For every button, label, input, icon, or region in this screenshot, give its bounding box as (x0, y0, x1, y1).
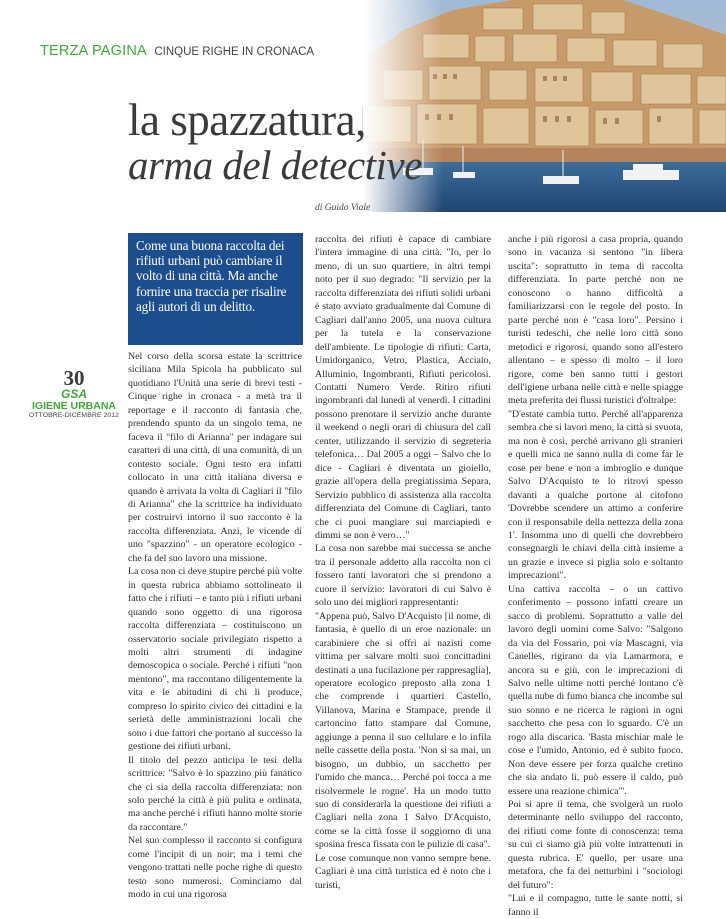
paragraph: "Appena può, Salvo D'Acquisto [il nome, di fantasia, è quello di un eroe nazionale: un carabiniere che si offrì ai nazisti come vittima per salvare molti suoi concittadini destinati a una fucilazione per rappresaglia], operatore ecologico preposto alla zona 1 che comprende i quartieri Castello, Villanova, Marina e Stampace, prende il cartoncino fatto stampare dal Comune, aggiunge a penna il suo cellulare e lo infila nelle cassette della posta. 'Non si sa mai, un bisogno, un dubbio, un sacchetto per l'umido che manca… Perché poi tocca a me risolvermele le rogne'. Ha un modo tutto suo di considerarla la questione dei rifiuti a Cagliari nella zona 1 Salvo D'Acquisto, come se la città fosse il soggiorno di una sposina fresca fissata con le pulizie di casa". (315, 610, 491, 851)
paragraph: La cosa non ci deve stupire perché più volte in questa rubrica abbiamo sottolineato il fatto che i rifiuti – e tanto più i rifiuti urbani quando sono oggetto di una rigorosa raccolta differenziata – costituiscono un osservatorio sociale privilegiato rispetto a molti altri strumenti di indagine demoscopica o sociale. Perché i rifiuti "non mentono", ma raccontano diligentemente la vita e le abitudini di chi li produce, compreso lo spirito civico dei cittadini e la serietà delle amministrazioni locali che sono i due fattori che portano al successo la gestione dei rifiuti urbani. (128, 566, 302, 753)
paragraph: "D'estate cambia tutto. Perché all'apparenza sembra che si lavori meno, la città si svuota, ma non è così, perché arrivano gli stranieri e quelli mica ne sanno nulla di come far le cose per bene e non a imbroglio e dunque Salvo D'Acquisto te lo ritrovi spesso davanti a qualche portone al citofono 'Dovrebbe scendere un attimo a conferire con il responsabile della nettezza della zona 1'. Insomma uno di quelli che dovrebbero consegnargli le chiavi della città insieme a un grazie e invece si piglia solo e soltanto imprecazioni". (508, 408, 683, 582)
issue-date: OTTOBRE-DICEMBRE 2012 (29, 412, 119, 419)
article-byline: di Guido Viale (315, 203, 371, 213)
paragraph: raccolta dei rifiuti è capace di cambiare l'intera immagine di una città. "Io, per lo meno, di un suo quartiere, in altri tempi noto per il suo degrado: "Il servizio per la raccolta differenziata dei rifiuti solidi urbani è stato avviato gradualmente dal Comune di Cagliari dall'anno 2005, una nuova cultura per la tutela e la conservazione dell'ambiente. Le tipologie di rifiuti: Carta, Umidorganico, Vetro, Plastica, Acciaio, Alluminio, Ingombranti, Rifiuti pericolosi. Contatti Numero Verde. Ritiro rifiuti ingombranti dal lunedì al venerdì. I cittadini possono prenotare il servizio anche durante il weekend o negli orari di chiusura del call center, utilizzando il servizio di segreteria telefonica… Dal 2005 a oggi – Salvo che lo dice - Cagliari è diventata un gioiello, grazie all'opera della pregiatissima Separa, Servizio pubblico di assistenza alla raccolta differenziata del Comune di Cagliari, tanto che ci puoi mangiare sui marciapiedi e dimmi se non è vero…" (315, 234, 491, 541)
paragraph: La cosa non sarebbe mai successa se anche tra il personale addetto alla raccolta non ci fossero tanti lavoratori che si prendono a cuore il servizio: lavoratori di cui Salvo è solo uno dei migliori rappresentanti: (315, 543, 491, 609)
lead-box: Come una buona raccolta dei rifiuti urbani può cambiare il volto di una città. Ma anche fornire una traccia per risalire agli autori di un delitto. (128, 233, 303, 345)
paragraph: Una cattiva raccolta – o un cattivo conferimento – possono infatti creare un sacco di problemi. Soprattutto a valle del lavoro degli uomini come Salvo: "Salgono da via del Fossario, poi via Mascagni, via Canelles, rigirano da via Lamarmora, e ancora su e giù, con le imprecazioni di Salvo nelle ultime notti perché lontano c'è quella nube di fumo bianca che incombe sul suo sonno e ne ricerca le ragioni in ogni sacchetto che pesa con lo sguardo. C'è un rogo alla discarica. 'Basta mischiar male le cose e l'umido, Antonio, ed è subito fuoco. Non deve essere per forza qualche cretino che sia andato lì, può essere il caldo, può essere una reazione chimica'". (508, 583, 683, 797)
section-name: TERZA PAGINA (40, 43, 147, 59)
paragraph: Il titolo del pezzo anticipa le tesi della scrittrice: "Salvo è lo spazzino più fanatico che ci sia della raccolta differenziata: non solo perché la città è più pulita e ordinata, ma anche perché i rifiuti hanno molte storie da raccontare." (128, 754, 302, 833)
article-column-3 (508, 233, 683, 918)
section-header (40, 42, 314, 60)
magazine-name: IGIENE URBANA (31, 400, 116, 412)
paragraph: anche i più rigorosi a casa propria, quando sono in vacanza si sentono "in libera uscita": soprattutto in tema di raccolta differenziata. In parte perché non ne conoscono o hanno difficoltà a familiarizzarsi con le regole del posto. In parte perché non è "casa loro". Persino i turisti tedeschi, che nelle loro città sono metodici e rigorosi, quando sono all'estero allentano – e spesso di molto – il loro rigore, come ben sanno tutti i gestori dell'igiene urbana nelle città e nelle spiagge meta preferita dei flussi turistici d'oltralpe: (508, 234, 683, 407)
article-column-2 (315, 233, 491, 891)
paragraph: Nel corso della scorsa estate la scrittrice siciliana Mila Spicola ha pubblicato sul quotidiano l'Unità una serie di brevi testi - Cinque righe in cronaca - a metà tra il reportage e il racconto di fantasia che, prendendo spunto da un singolo tema, ne faceva il "filo di Arianna" per indagare sui caratteri di una città, di una comunità, di un contesto sociale. Ogni testo era infatti collocato in una città italiana diversa e quando è arrivata la volta di Cagliari il "filo di Arianna" che la scrittrice ha individuato per costruirvi intorno il suo racconto è la raccolta differenziata. Anzi, le vicende di uno "spazzino" - un operatore ecologico - che fa del suo lavoro una missione. (128, 351, 302, 564)
brand-logo: GSA (60, 387, 87, 401)
paragraph: Poi si apre il tema, che svolgerà un ruolo determinante nello sviluppo del racconto, dei rifiuti come fonte di conoscenza: tema su cui ci siamo già più volte intrattenuti in questa rubrica. E' quello, per usare una metafora, che fa dei netturbini i "sociologi del futuro": (508, 799, 683, 891)
paragraph: Le cose comunque non vanno sempre bene. Cagliari è una città turistica ed è noto che i turisti, (315, 852, 491, 891)
article-title-line1: la spazzatura, (128, 95, 366, 145)
article-title-line2: arma del detective (128, 142, 422, 188)
section-subtitle: CINQUE RIGHE IN CRONACA (154, 46, 315, 58)
page-number: 30 (63, 366, 85, 390)
paragraph: "Lui e il compagno, tutte le sante notti, si fanno il (508, 893, 683, 918)
magazine-tag (28, 368, 120, 419)
article-column-1 (128, 350, 302, 901)
paragraph: Nel suo complesso il racconto si configura come l'incipit di un noir; ma i temi che vengono trattati nelle poche righe di questo testo sono numerosi. Cominciamo dal modo in cui una rigorosa (128, 835, 302, 901)
